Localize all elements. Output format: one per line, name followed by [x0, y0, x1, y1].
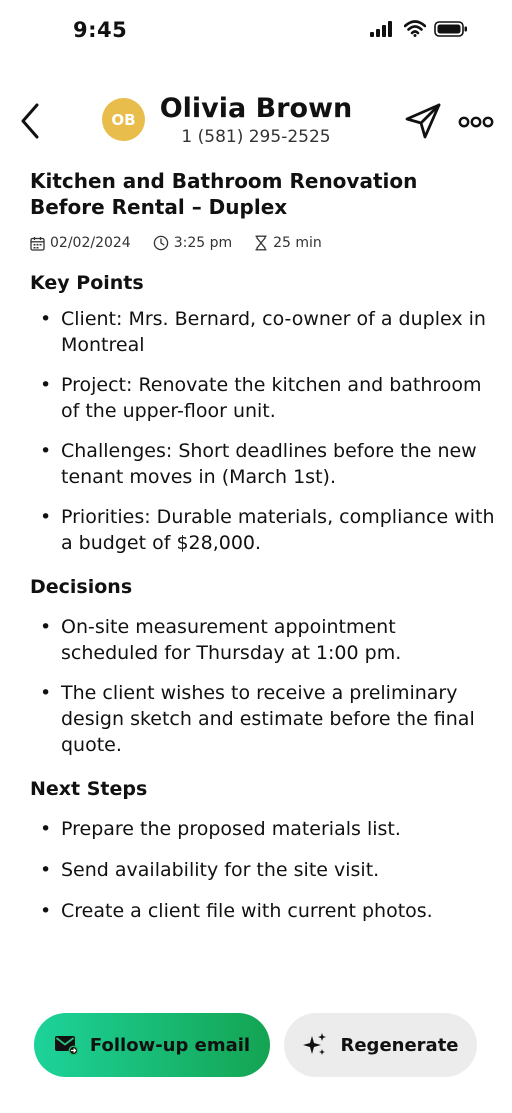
more-icon	[458, 112, 494, 132]
note-time: 3:25 pm	[173, 235, 233, 251]
send-icon	[404, 102, 442, 140]
contact-name: Olivia Brown	[159, 93, 353, 124]
more-options-button[interactable]	[458, 112, 494, 132]
status-bar	[0, 0, 512, 64]
avatar[interactable]: OB	[102, 98, 145, 141]
note-duration: 25 min	[273, 235, 322, 251]
list-item: • Project: Renovate the kitchen and bathroom of the upper-floor unit.	[30, 372, 498, 424]
follow-up-email-button[interactable]	[34, 1013, 270, 1077]
contact-phone: 1 (581) 295-2525	[181, 127, 331, 147]
key-points-heading: Key Points	[30, 272, 144, 294]
next-steps-list	[30, 816, 498, 924]
follow-up-email-label: Follow-up email	[89, 1034, 251, 1056]
back-arrow-icon	[20, 103, 40, 139]
list-item: • Challenges: Short deadlines before the new tenant moves in (March 1st).	[30, 438, 498, 490]
meta-duration	[254, 235, 322, 251]
meta-date	[30, 235, 131, 251]
next-steps-heading: Next Steps	[30, 778, 148, 800]
battery-icon	[434, 21, 468, 37]
send-button[interactable]	[404, 102, 442, 140]
bottom-actions	[0, 1013, 512, 1079]
list-item: • The client wishes to receive a preliminary design sketch and estimate before the final quote.	[30, 680, 498, 758]
list-item: • Create a client file with current photos.	[30, 898, 498, 924]
list-item: • Client: Mrs. Bernard, co-owner of a duplex in Montreal	[30, 306, 498, 358]
conversation-header	[0, 88, 512, 158]
list-item: • Send availability for the site visit.	[30, 857, 498, 883]
mail-icon	[54, 1035, 78, 1055]
meta-time	[153, 235, 232, 251]
hourglass-icon	[254, 235, 268, 251]
calendar-icon	[30, 236, 45, 251]
regenerate-label: Regenerate	[340, 1034, 459, 1056]
list-item: • Prepare the proposed materials list.	[30, 816, 498, 842]
note-meta	[30, 232, 498, 254]
back-button[interactable]	[14, 100, 46, 142]
note-date: 02/02/2024	[50, 235, 131, 251]
list-item: • On-site measurement appointment scheduled for Thursday at 1:00 pm.	[30, 614, 498, 666]
status-time: 9:45	[73, 18, 128, 42]
sparkle-icon	[302, 1032, 328, 1058]
decisions-list	[30, 614, 498, 758]
wifi-icon	[404, 20, 426, 37]
regenerate-button[interactable]	[284, 1013, 477, 1077]
key-points-list	[30, 306, 498, 556]
note-title: Kitchen and Bathroom Renovation Before Rental – Duplex	[30, 169, 418, 219]
list-item: • Priorities: Durable materials, compliance with a budget of $28,000.	[30, 504, 498, 556]
decisions-heading: Decisions	[30, 576, 133, 598]
note-content	[30, 168, 498, 924]
clock-icon	[153, 235, 169, 251]
status-icons	[370, 20, 468, 37]
signal-icon	[370, 21, 396, 37]
